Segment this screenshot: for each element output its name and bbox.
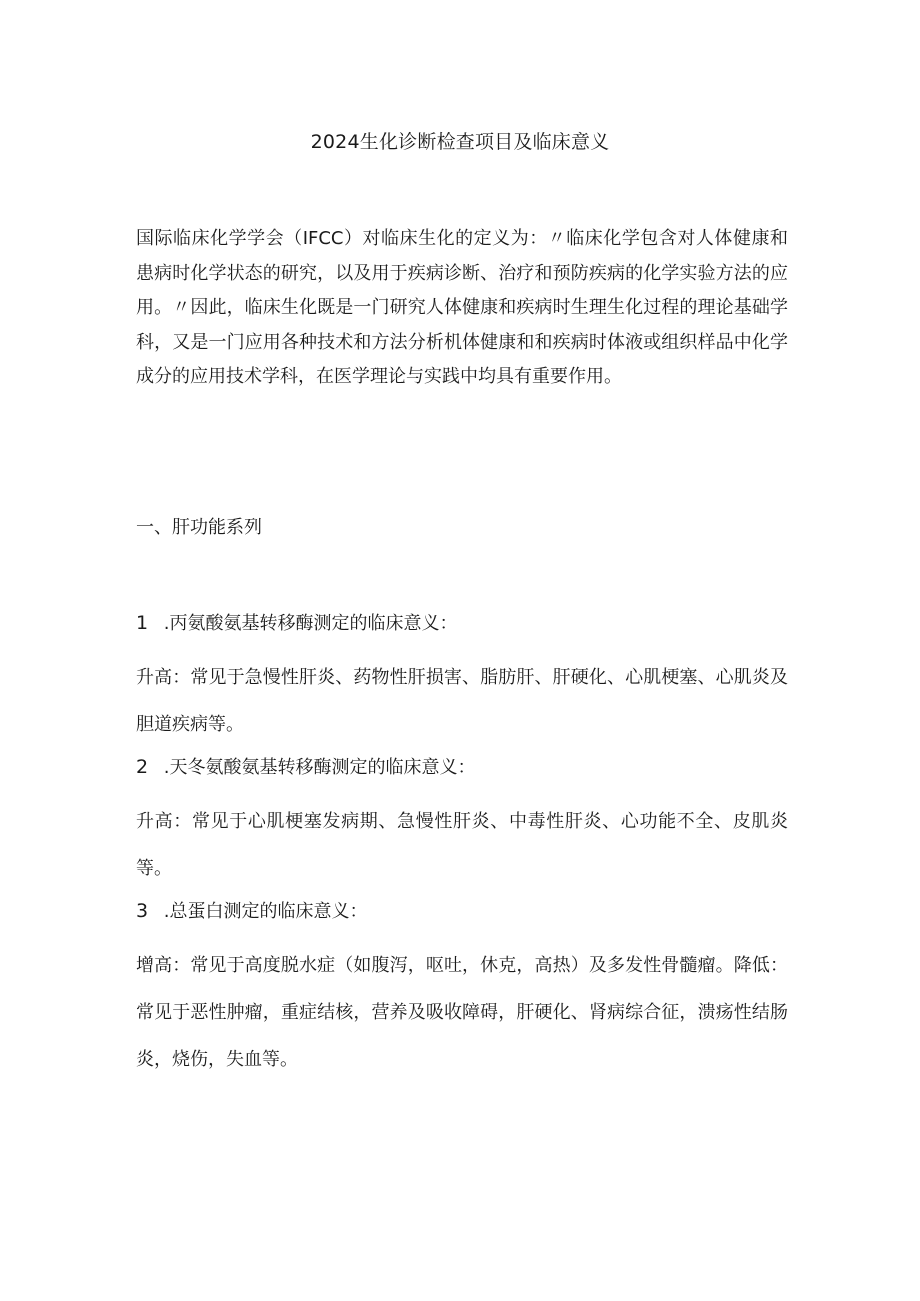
item-heading-text: .总蛋白测定的临床意义： bbox=[163, 901, 368, 922]
item-number: 1 bbox=[136, 612, 149, 634]
item-list bbox=[136, 608, 788, 1087]
item-body: 升高：常见于急慢性肝炎、药物性肝损害、脂肪肝、肝硬化、心肌梗塞、心肌炎及胆道疾病等。 bbox=[136, 667, 788, 735]
list-item bbox=[136, 608, 788, 748]
list-item bbox=[136, 896, 788, 1083]
item-number: 2 bbox=[136, 756, 149, 778]
item-body: 升高：常见于心肌梗塞发病期、急慢性肝炎、中毒性肝炎、心功能不全、皮肌炎等。 bbox=[136, 811, 788, 879]
section-heading-liver-function: 一、肝功能系列 bbox=[136, 517, 262, 538]
list-item bbox=[136, 752, 788, 892]
item-body: 增高：常见于高度脱水症（如腹泻，呕吐，休克，高热）及多发性骨髓瘤。降低：常见于恶性肿瘤，重症结核，营养及吸收障碍，肝硬化、肾病综合征，溃疡性结肠炎，烧伤，失血等。 bbox=[136, 955, 788, 1070]
item-heading bbox=[136, 608, 788, 654]
item-heading-text: .天冬氨酸氨基转移酶测定的临床意义： bbox=[163, 757, 476, 778]
document-title: 2024生化诊断检查项目及临床意义 bbox=[310, 131, 610, 153]
item-heading bbox=[136, 896, 788, 942]
item-number: 3 bbox=[136, 900, 149, 922]
intro-paragraph: 国际临床化学学会（IFCC）对临床生化的定义为：〃临床化学包含对人体健康和患病时化学状态的研究，以及用于疾病诊断、治疗和预防疾病的化学实验方法的应用。〃因此，临床生化既是一门研究人体健康和疾病时生理生化过程的理论基础学科，又是一门应用各种技术和方法分析机体健康和和疾病时体液或组织样品中化学成分的应用技术学科，在医学理论与实践中均具有重要作用。 bbox=[136, 228, 788, 387]
item-heading bbox=[136, 752, 788, 798]
item-heading-text: .丙氨酸氨基转移酶测定的临床意义： bbox=[163, 613, 458, 634]
